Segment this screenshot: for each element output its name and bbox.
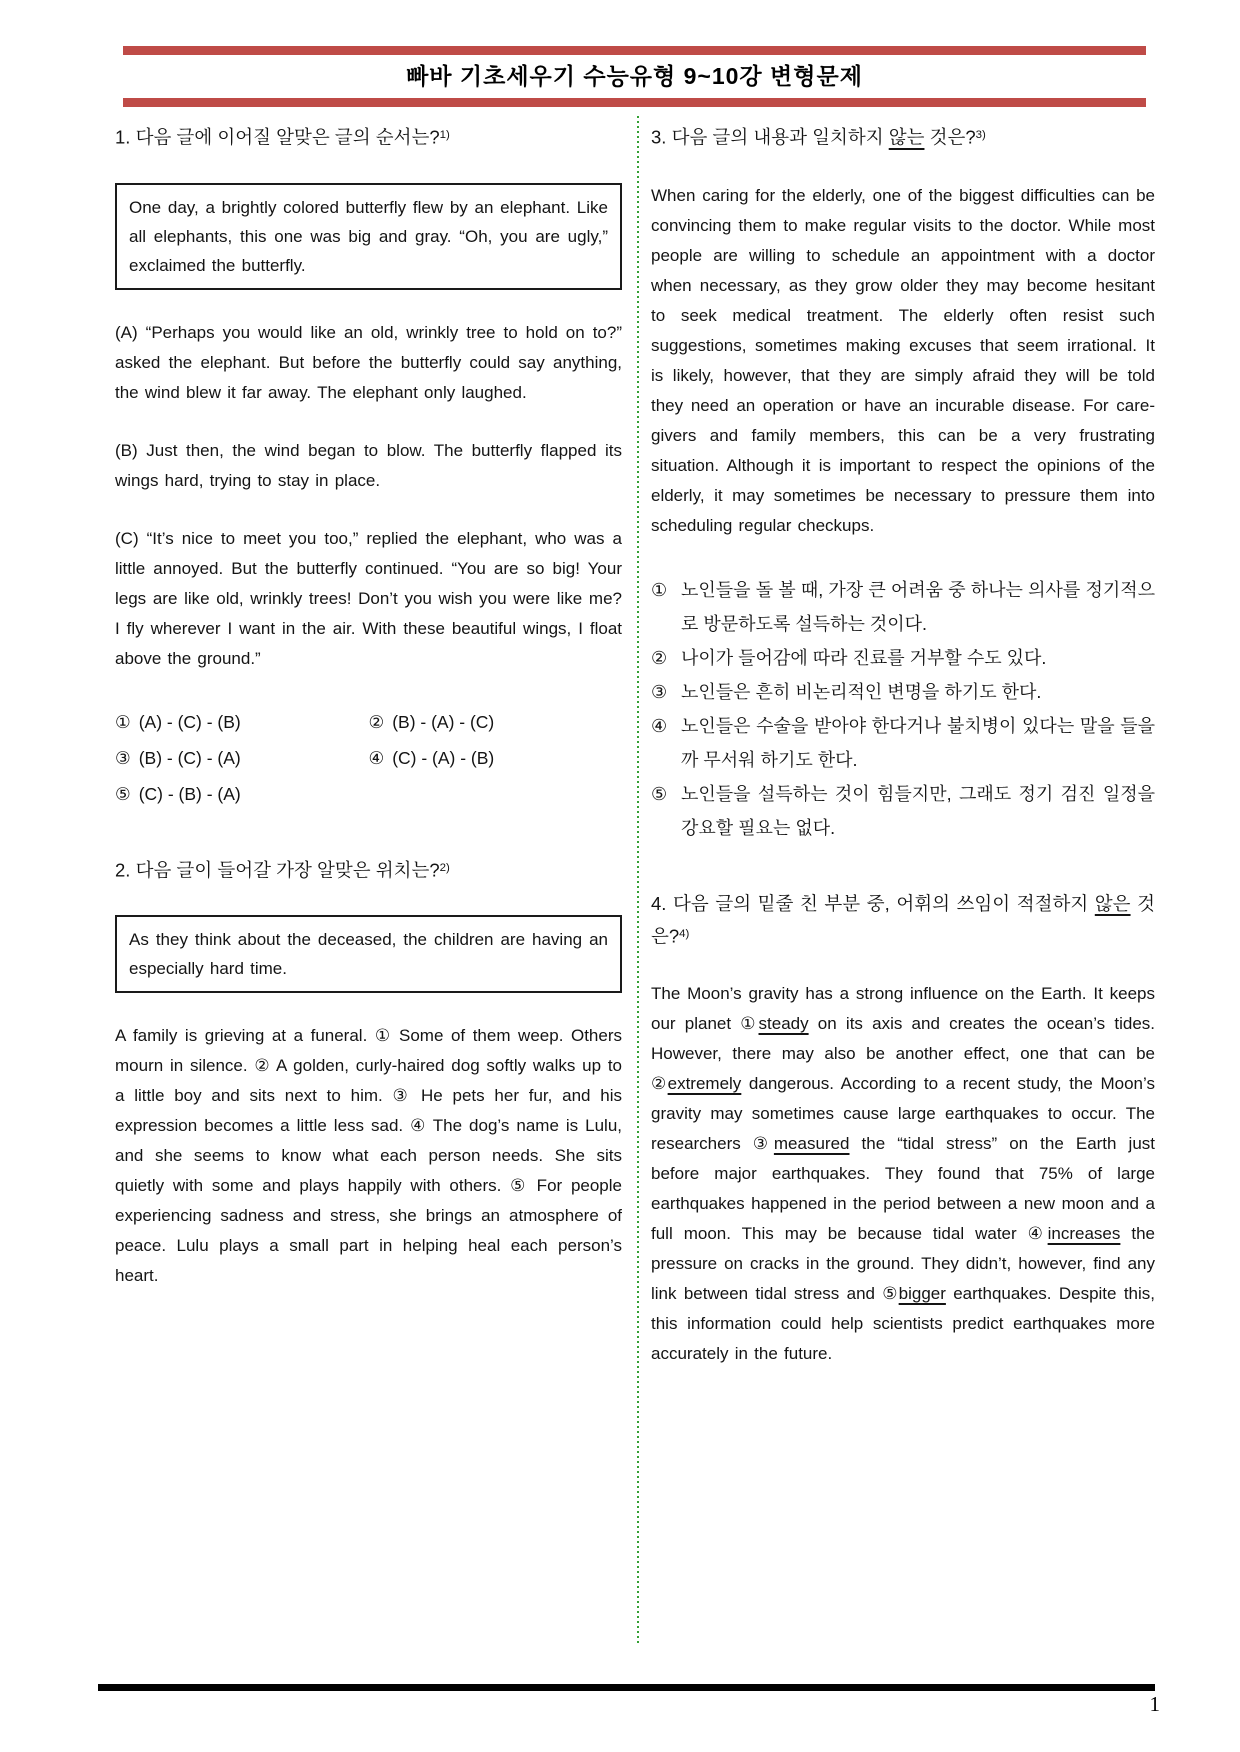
option-number: ②: [651, 647, 668, 668]
document-title: 빠바 기초세우기 수능유형 9~10강 변형문제: [406, 63, 863, 89]
option-number: ①: [115, 711, 131, 732]
page-number: 1: [1149, 1692, 1160, 1716]
option-label: (B) - (A) - (C): [392, 711, 495, 732]
option-item: [651, 573, 1155, 641]
question-2-passage: A family is grieving at a funeral. ① Some of them weep. Others mourn in silence. ② A golden, curly-haired dog softly walks up to a little boy and sits next to him. ③ He pets her fur, and his expression becomes a little less sad. ④ The dog’s name is Lulu, and she seems to know what each person needs. She sits quietly with some and plays happily with others. ⑤ For people experiencing sadness and stress, she brings an atmosphere of peace. Lulu plays a small part in helping heal each person’s heart.: [115, 1026, 622, 1286]
option-number: ⑤: [651, 783, 668, 804]
question-4-title: 4. 다음 글의 밑줄 친 부분 중, 어휘의 쓰임이 적절하지 않은 것은?$^{4)}$: [651, 892, 1155, 947]
option-number: ③: [651, 681, 668, 702]
question-1: [115, 120, 622, 809]
question-1-paragraph-c: (C) “It’s nice to meet you too,” replied the elephant, who was a little annoyed. But the butterfly continued. “You are so big! Your legs are like old, wrinkly trees! Don’t you wish you were like me? I fly wherever I want in the air. With these beautiful wings, I float above the ground.”: [115, 528, 622, 668]
question-2-title: 2. 다음 글이 들어갈 가장 알맞은 위치는?$^{2)}$: [115, 859, 450, 881]
question-3-title: 3. 다음 글의 내용과 일치하지 않는 것은?$^{3)}$: [651, 126, 986, 148]
question-1-title: 1. 다음 글에 이어질 알맞은 글의 순서는?$^{1)}$: [115, 126, 450, 148]
option-item: [651, 709, 1155, 777]
page-header: [123, 46, 1146, 107]
header-bottom-rule: [123, 98, 1146, 107]
option-label: (B) - (C) - (A): [138, 747, 241, 768]
header-top-rule: [123, 46, 1146, 55]
question-1-paragraph-b: (B) Just then, the wind began to blow. The butterfly flapped its wings hard, trying to stay in place.: [115, 440, 622, 490]
option-item: [369, 708, 623, 737]
question-1-paragraph-a: (A) “Perhaps you would like an old, wrinkly tree to hold on to?” asked the elephant. But before the butterfly could say anything, the wind blew it far away. The elephant only laughed.: [115, 322, 622, 402]
option-label: 노인들은 수술을 받아야 한다거나 불치병이 있다는 말을 들을까 무서워 하기도 한다.: [681, 715, 1155, 770]
footer-rule: [98, 1684, 1155, 1691]
option-item: [651, 777, 1155, 845]
question-1-passage-box: [115, 183, 622, 290]
question-4-passage: The Moon’s gravity has a strong influence on the Earth. It keeps our planet ①steady on its axis and creates the ocean’s tides. However, there may also be another effect, one that can be ②extremely dangerous. According to a recent study, the Moon’s gravity may sometimes cause large earthquakes to occur. The researchers ③measured the “tidal stress” on the Earth just before major earthquakes. They found that 75% of large earthquakes happened in the period between a new moon and a full moon. This may be because tidal water ④increases the pressure on cracks in the ground. They didn’t, however, find any link between tidal stress and ⑤bigger earthquakes. Despite this, this information could help scientists predict earthquakes more accurately in the future.: [651, 984, 1156, 1364]
option-number: ①: [651, 579, 668, 600]
option-number: ④: [651, 715, 668, 736]
option-number: ③: [115, 747, 131, 768]
question-3-options: [651, 573, 1155, 845]
question-2-box-text: As they think about the deceased, the children are having an especially hard time.: [129, 930, 608, 979]
option-label: 노인들을 설득하는 것이 힘들지만, 그래도 정기 검진 일정을 강요할 필요는 없다.: [681, 783, 1155, 838]
left-column: [115, 120, 622, 1291]
question-3: [651, 120, 1155, 845]
column-divider: [637, 116, 639, 1646]
option-item: [115, 744, 369, 773]
question-2-passage-box: [115, 915, 622, 993]
option-number: ②: [368, 711, 385, 732]
question-3-passage: When caring for the elderly, one of the biggest difficulties can be convincing them to make regular visits to the doctor. While most people are willing to schedule an appointment with a doctor when necessary, as they grow older they may become hesitant to seek medical treatment. The elderly often resist such suggestions, sometimes making excuses that seem irrational. It is likely, however, that they are simply afraid they will be told they need an operation or have an incurable disease. For care-givers and family members, this can be a very frustrating situation. Although it is important to respect the opinions of the elderly, it may sometimes be necessary to pressure them into scheduling regular checkups.: [651, 185, 1155, 535]
option-label: 노인들을 돌 볼 때, 가장 큰 어려움 중 하나는 의사를 정기적으로 방문하도록 설득하는 것이다.: [681, 579, 1155, 634]
option-item: [369, 744, 623, 773]
option-label: 노인들은 흔히 비논리적인 변명을 하기도 한다.: [681, 681, 1042, 702]
question-1-options: [115, 708, 622, 809]
option-label: (C) - (A) - (B): [392, 747, 495, 768]
option-label: (A) - (C) - (B): [138, 711, 241, 732]
right-column: [651, 120, 1155, 1369]
option-number: ④: [368, 747, 385, 768]
question-4: [651, 889, 1155, 1370]
option-item: [115, 708, 369, 737]
question-1-box-text: One day, a brightly colored butterfly flew by an elephant. Like all elephants, this one was big and gray. “Oh, you are ugly,” exclaimed the butterfly.: [129, 197, 608, 275]
option-item: [651, 641, 1155, 675]
question-2: [115, 853, 622, 1292]
option-label: 나이가 들어감에 따라 진료를 거부할 수도 있다.: [681, 647, 1047, 668]
option-number: ⑤: [115, 783, 131, 804]
option-label: (C) - (B) - (A): [138, 783, 241, 804]
option-item: [651, 675, 1155, 709]
option-item: [115, 780, 369, 809]
